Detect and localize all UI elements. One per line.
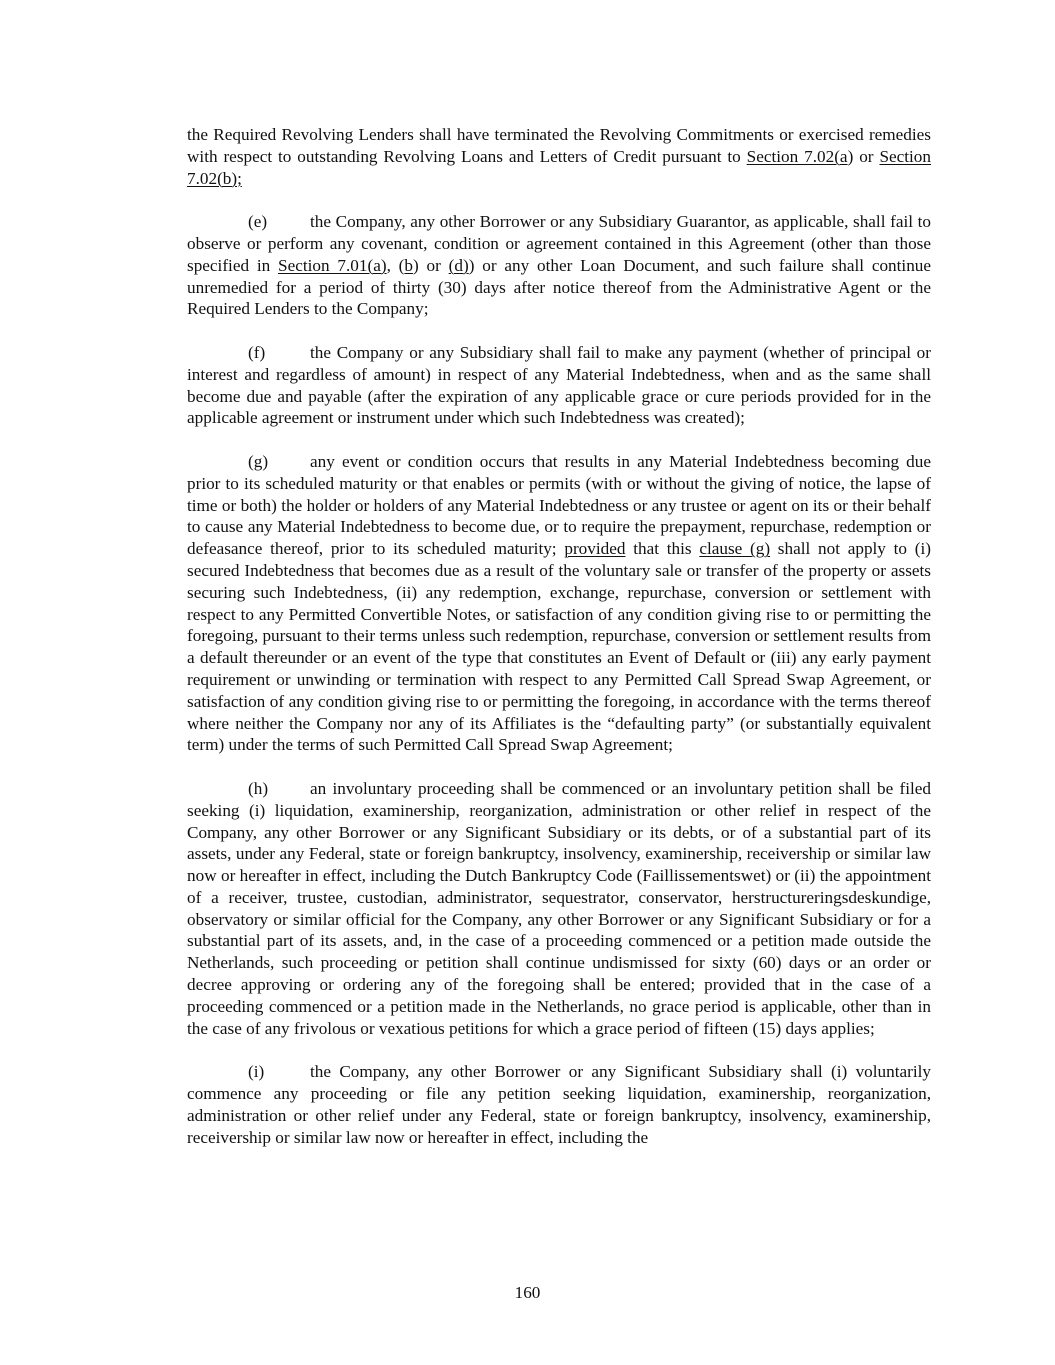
- clause-h-paragraph: [187, 778, 931, 1040]
- intro-paragraph: [187, 124, 931, 189]
- clause-i-marker: (i): [248, 1062, 265, 1082]
- clause-e-text-3: ) or: [413, 255, 449, 275]
- clause-e-text-2: , (: [386, 255, 405, 275]
- section-7-02-b-reference: Section 7.02(b);: [187, 146, 931, 188]
- clause-e-paragraph: [187, 211, 931, 320]
- clause-g-text-2: that this: [625, 539, 700, 559]
- clause-g-paragraph: [187, 451, 931, 756]
- clause-e-text-4: ) or any other Loan Document, and such failure shall continue unremedied for a period of thirty (30) days after notice thereof from the Administrative Agent or the Required Lenders to the Company;: [187, 255, 932, 319]
- clause-f-paragraph: [187, 342, 931, 429]
- section-7-02-a-reference: Section 7.02(a: [746, 146, 848, 166]
- clause-g-text-1: any event or condition occurs that results in any Material Indebtedness becoming due prior to its scheduled maturity or that enables or permits (with or without the giving of notice, the lapse of time or both) the holder or holders of any Material Indebtedness or any trustee or agent on its or their behalf to cause any Material Indebtedness to become due, or to require the prepayment, repurchase, redemption or defeasance thereof, prior to its scheduled maturity;: [187, 451, 931, 559]
- clause-g-marker: (g): [248, 451, 269, 471]
- clause-b-reference: b: [404, 255, 413, 275]
- clause-i-text: the Company, any other Borrower or any Significant Subsidiary shall (i) voluntarily commence any proceeding or file any petition seeking liquidation, examinership, reorganization, administration or other relief under any Federal, state or foreign bankruptcy, insolvency, examinership, receivership or similar law now or hereafter in effect, including the: [187, 1062, 931, 1147]
- clause-d-reference: (d): [448, 255, 469, 275]
- clause-e-marker: (e): [248, 212, 268, 232]
- document-page: [187, 124, 931, 1170]
- clause-i-paragraph: [187, 1061, 931, 1148]
- clause-f-marker: (f): [248, 342, 266, 362]
- intro-text-1: the Required Revolving Lenders shall have terminated the Revolving Commitments or exercised remedies with respect to outstanding Revolving Loans and Letters of Credit pursuant to: [187, 125, 931, 166]
- provided-term: provided: [564, 539, 626, 559]
- clause-e-text-1: the Company, any other Borrower or any Subsidiary Guarantor, as applicable, shall fail to observe or perform any covenant, condition or agreement contained in this Agreement (other than those specified in: [187, 212, 931, 275]
- page-number: 160: [514, 1283, 541, 1302]
- intro-text-2: ) or: [847, 146, 880, 166]
- section-7-01-a-reference: Section 7.01(a): [278, 255, 387, 275]
- clause-g-reference: clause (g): [699, 539, 771, 559]
- clause-h-marker: (h): [248, 778, 269, 798]
- clause-g-text-3: shall not apply to (i) secured Indebtedness that becomes due as a result of the voluntary sale or transfer of the property or assets securing such Indebtedness, (ii) any redemption, exchange, repurchase, conversion or settlement with respect to any Permitted Convertible Notes, or satisfaction of any condition giving rise to or permitting the foregoing, pursuant to their terms unless such redemption, repurchase, conversion or settlement results from a default thereunder or an event of the type that constitutes an Event of Default or (iii) any early payment requirement or unwinding or termination with respect to any Permitted Call Spread Swap Agreement, or satisfaction of any condition giving rise to or permitting the foregoing, in accordance with the terms thereof where neither the Company nor any of its Affiliates is the “defaulting party” (or substantially equivalent term) under the terms of such Permitted Call Spread Swap Agreement;: [187, 539, 931, 755]
- clause-f-text: the Company or any Subsidiary shall fail to make any payment (whether of principal or interest and regardless of amount) in respect of any Material Indebtedness, when and as the same shall become due and payable (after the expiration of any applicable grace or cure periods provided for in the applicable agreement or instrument under which such Indebtedness was created);: [187, 342, 931, 428]
- clause-h-text: an involuntary proceeding shall be commenced or an involuntary petition shall be filed seeking (i) liquidation, examinership, reorganization, administration or other relief in respect of the Company, any other Borrower or any Significant Subsidiary or its debts, or of a substantial part of its assets, under any Federal, state or foreign bankruptcy, insolvency, examinership, receivership or similar law now or hereafter in effect, including the Dutch Bankruptcy Code (Faillissementswet) or (ii) the appointment of a receiver, trustee, custodian, administrator, sequestrator, conservator, herstructureringsdeskundige, observatory or similar official for the Company, any other Borrower or any Significant Subsidiary or for a substantial part of its assets, and, in the case of a proceeding commenced or a petition made outside the Netherlands, such proceeding or petition shall continue undismissed for sixty (60) days or an order or decree approving or ordering any of the foregoing shall be entered; provided that in the case of a proceeding commenced or a petition made in the Netherlands, no grace period is applicable, other than in the case of any frivolous or vexatious petitions for which a grace period of fifteen (15) days applies;: [187, 778, 931, 1038]
